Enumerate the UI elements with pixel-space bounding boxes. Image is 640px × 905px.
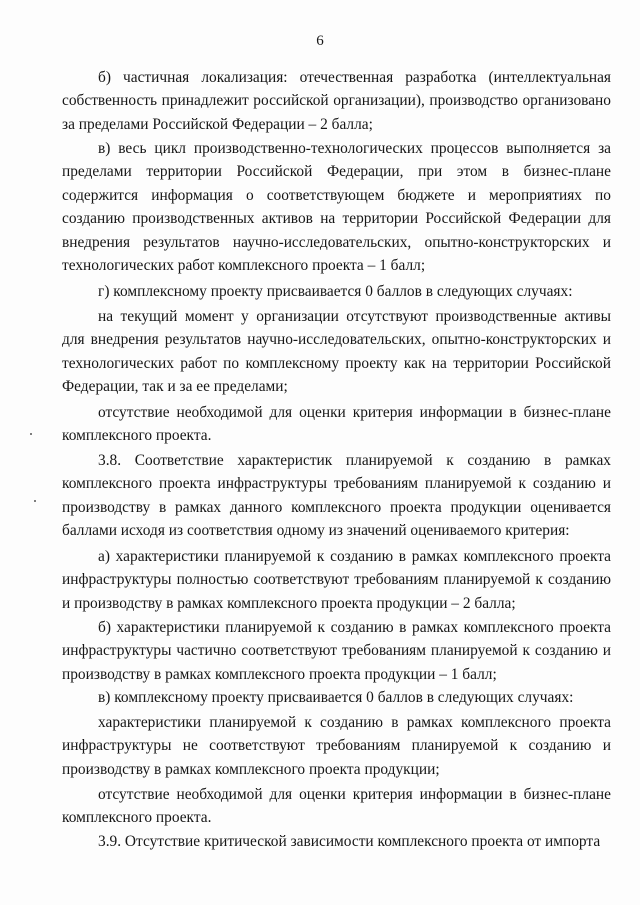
paragraph-b-partial-localization: б) частичная локализация: отечественная разработка (интеллектуальная собственность принадлежит российской организации), производство организовано за пределами Российской Федерации – 2 балла; (62, 69, 611, 133)
scan-speck (30, 433, 32, 435)
paragraph-v-full-cycle-abroad: в) весь цикл производственно-технологических процессов выполняется за пределами территории Российской Федерации, при этом в бизнес-плане содержится информация о соответствующем бюджете и мероприятиях по созданию производственных активов на территории Российской Федерации для внедрения результатов научно-исследовательских, опытно-конструкторских и технологических работ комплексного проекта – 1 балл; (62, 140, 611, 275)
paragraph-missing-info-2: отсутствие необходимой для оценки критерия информации в бизнес-плане комплексного проекта. (62, 786, 611, 827)
paragraph-g-zero-points: г) комплексному проекту присваивается 0 баллов в следующих случаях: (98, 283, 573, 300)
paragraph-b-partial-match: б) характеристики планируемой к созданию в рамках комплексного проекта инфраструктуры частично соответствуют требованиям планируемой к созданию и производству в рамках комплексного проекта продукции – 1 балл; (62, 619, 611, 683)
paragraph-3-9: 3.9. Отсутствие критической зависимости комплексного проекта от импорта (98, 833, 601, 850)
paragraph-no-production-assets: на текущий момент у организации отсутствуют производственные активы для внедрения результатов научно-исследовательских, опытно-конструкторских и технологических работ по комплексному проекту как на территории Российской Федерации, так и за ее пределами; (62, 308, 611, 396)
paragraph-3-8: 3.8. Соответствие характеристик планируемой к созданию в рамках комплексного проекта инфраструктуры требованиям планируемой к созданию и производству в рамках данного комплексного проекта продукции оценивается баллами исходя из соответствия одному из значений оцениваемого критерия: (62, 452, 611, 540)
page-number: 6 (316, 33, 324, 49)
paragraph-a-full-match: а) характеристики планируемой к созданию в рамках комплексного проекта инфраструктуры полностью соответствуют требованиям планируемой к созданию и производству в рамках комплексного проекта продукции – 2 балла; (62, 548, 611, 612)
scan-speck (34, 500, 36, 502)
paragraph-missing-info-1: отсутствие необходимой для оценки критерия информации в бизнес-плане комплексного проекта. (62, 404, 611, 445)
paragraph-v-zero-points: в) комплексному проекту присваивается 0 баллов в следующих случаях: (98, 689, 574, 706)
paragraph-no-match: характеристики планируемой к созданию в рамках комплексного проекта инфраструктуры не соответствуют требованиям планируемой к созданию и производству в рамках комплексного проекта продукции; (62, 714, 611, 778)
